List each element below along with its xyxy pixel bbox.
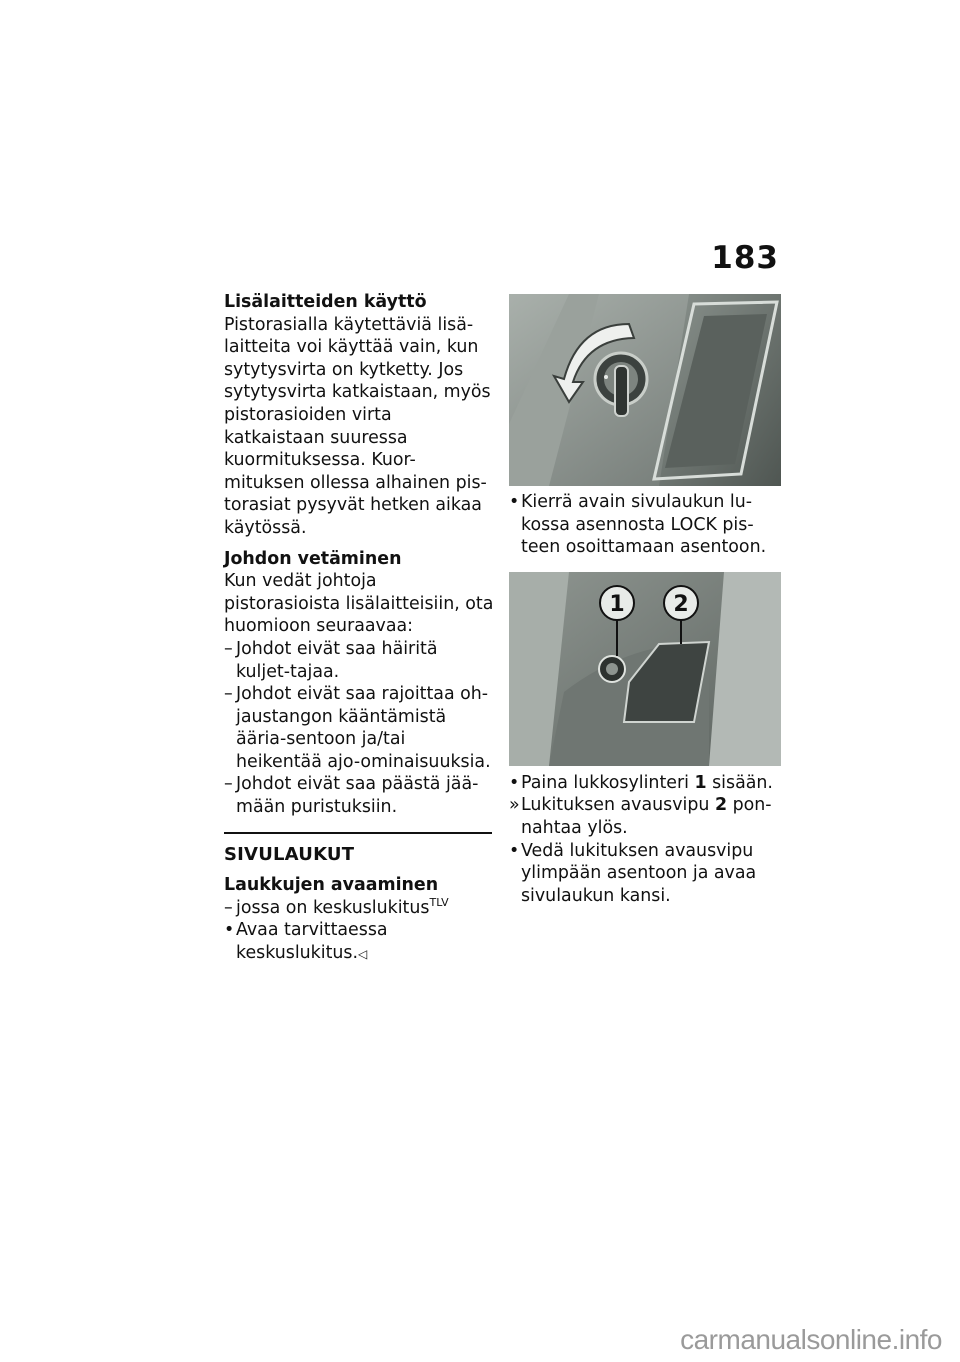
result-lever-pops: » Lukituksen avausvipu 2 pon-nahtaa ylös.	[509, 795, 772, 838]
callout-2: 2	[673, 591, 689, 617]
heading-accessory-use: Lisälaitteiden käyttö	[224, 292, 427, 312]
page-number: 183	[711, 240, 779, 276]
bullet-mark: •	[509, 492, 520, 512]
condition-item: – jossa on keskuslukitus$^{TLV}$	[224, 896, 449, 918]
bullet-mark: •	[509, 840, 520, 861]
heading-opening-cases: Laukkujen avaaminen	[224, 875, 439, 896]
callout-1: 1	[609, 591, 625, 617]
end-mark-icon: ◁	[358, 947, 368, 962]
dash-mark: –	[224, 897, 233, 918]
bullet-mark: •	[509, 772, 520, 793]
list-item: – Johdot eivät saa häiritä kuljet-tajaa.	[224, 638, 438, 682]
watermark: carmanualsonline.info	[680, 1324, 942, 1355]
section-title: SIVULAUKUT	[224, 843, 355, 865]
right-column	[509, 294, 781, 907]
lock-cylinder-illustration	[509, 572, 781, 766]
left-column	[224, 291, 496, 966]
step-turn-key: • Kierrä avain sivulaukun lu-kossa asennosta LOCK pis-teen osoittamaan asentoon.	[509, 492, 767, 558]
dash-mark: –	[224, 774, 233, 795]
dash-mark: –	[224, 684, 233, 705]
step-pull-lever: • Vedä lukituksen avausvipu ylimpään asentoon ja avaa sivulaukun kansi.	[509, 840, 757, 906]
bullet-item: • Avaa tarvittaessa keskuslukitus.◁	[224, 920, 388, 964]
heading-cable-routing: Johdon vetäminen	[224, 548, 402, 569]
list-item: – Johdot eivät saa päästä jää-mään puristuksiin.	[224, 774, 479, 818]
dash-mark: –	[224, 638, 233, 659]
list-item: – Johdot eivät saa rajoittaa oh-jaustangon kääntämistä ääria-sentoon ja/tai heikentää ajo-ominaisuuksia.	[224, 684, 491, 772]
step-press-cylinder: • Paina lukkosylinteri 1 sisään.	[509, 772, 773, 793]
option-code: TLV	[429, 896, 449, 910]
paragraph-socket-info: Pistorasialla käytettäviä lisä-laitteita voi käyttää vain, kun sytytysvirta on kytketty. Jos sytytysvirta katkaistaan, myös pistorasioiden virta katkaistaan suuressa kuormituksessa. Kuor-mituksen ollessa alhainen pis-torasiat pysyvät hetken aikaa käytössä.	[224, 314, 491, 538]
result-mark: »	[509, 795, 520, 816]
section-divider	[224, 832, 492, 834]
bullet-mark: •	[224, 920, 235, 941]
key-lock-illustration	[509, 294, 781, 486]
paragraph-cable-intro: Kun vedät johtoja pistorasioista lisälaitteisiin, ota huomioon seuraavaa:	[224, 571, 494, 637]
